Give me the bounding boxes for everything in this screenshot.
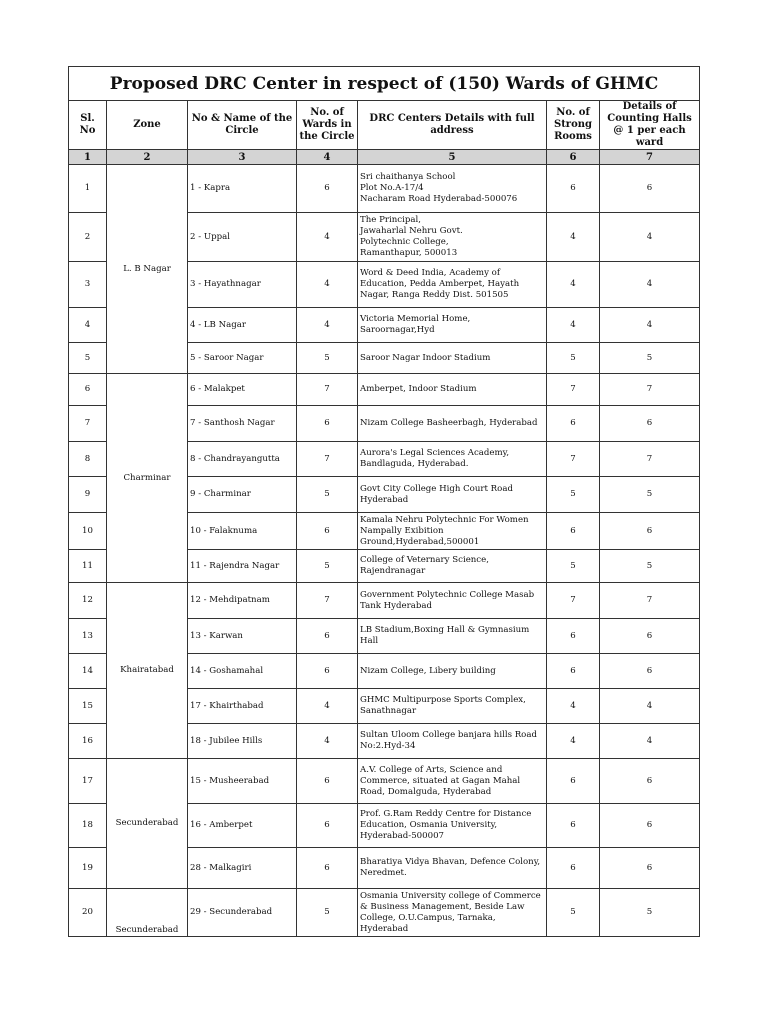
address-line: Commerce, situated at Gagan Mahal bbox=[360, 775, 521, 786]
address-line: Sri chaithanya School bbox=[360, 172, 456, 182]
cell-drc-address bbox=[358, 374, 547, 406]
cell-zone: Secunderabad bbox=[107, 889, 188, 937]
cell-strong-rooms: 6 bbox=[547, 165, 600, 213]
cell-counting-halls: 6 bbox=[600, 619, 700, 654]
cell-wards: 5 bbox=[297, 889, 358, 937]
column-number: 4 bbox=[297, 150, 358, 165]
cell-wards: 4 bbox=[297, 724, 358, 759]
cell-wards: 7 bbox=[297, 442, 358, 477]
address-line: Saroor Nagar Indoor Stadium bbox=[360, 352, 491, 363]
header-circle: No & Name of the Circle bbox=[188, 101, 297, 150]
header-sl-no: Sl. No bbox=[69, 101, 107, 150]
table-row bbox=[69, 374, 700, 406]
header-row bbox=[69, 101, 700, 150]
cell-sl-no: 20 bbox=[69, 889, 107, 937]
cell-circle: 6 - Malakpet bbox=[188, 374, 297, 406]
cell-circle: 29 - Secunderabad bbox=[188, 889, 297, 937]
address-line: Education, Osmania University, bbox=[360, 820, 498, 830]
cell-wards: 6 bbox=[297, 406, 358, 442]
cell-wards: 4 bbox=[297, 262, 358, 308]
cell-sl-no: 11 bbox=[69, 550, 107, 583]
cell-wards: 5 bbox=[297, 477, 358, 513]
cell-zone: Secunderabad bbox=[107, 759, 188, 889]
cell-sl-no: 14 bbox=[69, 654, 107, 689]
address-line: Sanathnagar bbox=[360, 706, 417, 716]
table-row bbox=[69, 889, 700, 937]
cell-strong-rooms: 6 bbox=[547, 406, 600, 442]
cell-sl-no: 15 bbox=[69, 689, 107, 724]
header-zone: Zone bbox=[107, 101, 188, 150]
cell-circle: 11 - Rajendra Nagar bbox=[188, 550, 297, 583]
cell-strong-rooms: 4 bbox=[547, 308, 600, 343]
cell-wards: 6 bbox=[297, 165, 358, 213]
cell-counting-halls: 4 bbox=[600, 689, 700, 724]
cell-sl-no: 7 bbox=[69, 406, 107, 442]
address-line: Government Polytechnic College Masab bbox=[360, 589, 535, 600]
header-counting-halls: Details of Counting Halls @ 1 per each ward bbox=[600, 101, 700, 150]
cell-counting-halls: 6 bbox=[600, 406, 700, 442]
address-line: Hyderabad bbox=[360, 494, 409, 505]
cell-drc-address bbox=[358, 759, 547, 804]
address-line: Rajendranagar bbox=[360, 566, 426, 576]
cell-circle: 3 - Hayathnagar bbox=[188, 262, 297, 308]
cell-sl-no: 10 bbox=[69, 513, 107, 550]
cell-circle: 16 - Amberpet bbox=[188, 804, 297, 848]
address-line: Sultan Uloom College banjara hills Road bbox=[360, 730, 537, 740]
cell-strong-rooms: 5 bbox=[547, 477, 600, 513]
cell-strong-rooms: 6 bbox=[547, 804, 600, 848]
cell-counting-halls: 5 bbox=[600, 550, 700, 583]
column-number: 5 bbox=[358, 150, 547, 165]
cell-drc-address bbox=[358, 689, 547, 724]
table-row bbox=[69, 583, 700, 619]
header-strong-rooms: No. of Strong Rooms bbox=[547, 101, 600, 150]
cell-strong-rooms: 6 bbox=[547, 654, 600, 689]
address-line: Bharatiya Vidya Bhavan, Defence Colony, bbox=[360, 857, 541, 867]
cell-circle: 8 - Chandrayangutta bbox=[188, 442, 297, 477]
address-line: Nizam College, Libery building bbox=[360, 665, 496, 676]
address-line: No:2.Hyd-34 bbox=[360, 741, 416, 751]
cell-counting-halls: 4 bbox=[600, 213, 700, 262]
cell-drc-address bbox=[358, 848, 547, 889]
cell-sl-no: 13 bbox=[69, 619, 107, 654]
cell-wards: 6 bbox=[297, 654, 358, 689]
cell-sl-no: 3 bbox=[69, 262, 107, 308]
cell-wards: 6 bbox=[297, 759, 358, 804]
cell-strong-rooms: 5 bbox=[547, 889, 600, 937]
cell-circle: 9 - Charminar bbox=[188, 477, 297, 513]
cell-drc-address bbox=[358, 165, 547, 213]
cell-sl-no: 16 bbox=[69, 724, 107, 759]
cell-counting-halls: 5 bbox=[600, 477, 700, 513]
cell-sl-no: 5 bbox=[69, 343, 107, 374]
cell-zone: Charminar bbox=[107, 374, 188, 583]
cell-drc-address bbox=[358, 804, 547, 848]
cell-drc-address bbox=[358, 583, 547, 619]
cell-circle: 10 - Falaknuma bbox=[188, 513, 297, 550]
cell-strong-rooms: 4 bbox=[547, 213, 600, 262]
address-line: Jawaharlal Nehru Govt. bbox=[360, 226, 463, 236]
cell-sl-no: 1 bbox=[69, 165, 107, 213]
cell-circle: 14 - Goshamahal bbox=[188, 654, 297, 689]
cell-circle: 12 - Mehdipatnam bbox=[188, 583, 297, 619]
cell-strong-rooms: 6 bbox=[547, 848, 600, 889]
address-line: GHMC Multipurpose Sports Complex, bbox=[360, 695, 526, 705]
cell-drc-address bbox=[358, 477, 547, 513]
cell-wards: 4 bbox=[297, 689, 358, 724]
cell-wards: 6 bbox=[297, 848, 358, 889]
address-line: Hall bbox=[360, 636, 379, 646]
address-line: Prof. G.Ram Reddy Centre for Distance bbox=[360, 809, 532, 819]
column-number-row bbox=[69, 150, 700, 165]
cell-circle: 7 - Santhosh Nagar bbox=[188, 406, 297, 442]
address-line: Osmania University college of Commerce bbox=[360, 890, 541, 901]
cell-strong-rooms: 6 bbox=[547, 619, 600, 654]
cell-drc-address bbox=[358, 343, 547, 374]
cell-strong-rooms: 4 bbox=[547, 724, 600, 759]
cell-strong-rooms: 7 bbox=[547, 374, 600, 406]
address-line: College, O.U.Campus, Tarnaka, bbox=[360, 912, 496, 923]
cell-counting-halls: 5 bbox=[600, 889, 700, 937]
cell-sl-no: 8 bbox=[69, 442, 107, 477]
cell-counting-halls: 4 bbox=[600, 262, 700, 308]
cell-drc-address bbox=[358, 308, 547, 343]
cell-wards: 4 bbox=[297, 308, 358, 343]
address-line: & Business Management, Beside Law bbox=[360, 901, 525, 912]
address-line: LB Stadium,Boxing Hall & Gymnasium bbox=[360, 625, 530, 635]
cell-circle: 18 - Jubilee Hills bbox=[188, 724, 297, 759]
cell-drc-address bbox=[358, 619, 547, 654]
header-wards: No. of Wards in the Circle bbox=[297, 101, 358, 150]
address-line: Saroornagar,Hyd bbox=[360, 325, 435, 335]
cell-sl-no: 4 bbox=[69, 308, 107, 343]
column-number: 6 bbox=[547, 150, 600, 165]
cell-drc-address bbox=[358, 262, 547, 308]
column-number: 1 bbox=[69, 150, 107, 165]
address-line: Word & Deed India, Academy of bbox=[360, 268, 501, 278]
address-line: The Principal, bbox=[360, 215, 421, 225]
address-line: Plot No.A-17/4 bbox=[360, 183, 424, 193]
cell-strong-rooms: 6 bbox=[547, 759, 600, 804]
address-line: Aurora's Legal Sciences Academy, bbox=[360, 448, 510, 458]
cell-sl-no: 2 bbox=[69, 213, 107, 262]
cell-sl-no: 6 bbox=[69, 374, 107, 406]
cell-wards: 6 bbox=[297, 619, 358, 654]
address-line: Govt City College High Court Road bbox=[360, 483, 513, 494]
cell-circle: 13 - Karwan bbox=[188, 619, 297, 654]
cell-strong-rooms: 6 bbox=[547, 513, 600, 550]
header-drc-centers: DRC Centers Details with full address bbox=[358, 101, 547, 150]
cell-wards: 5 bbox=[297, 343, 358, 374]
cell-drc-address bbox=[358, 442, 547, 477]
cell-circle: 28 - Malkagiri bbox=[188, 848, 297, 889]
address-line: Neredmet. bbox=[360, 868, 407, 878]
cell-counting-halls: 6 bbox=[600, 513, 700, 550]
cell-zone: Khairatabad bbox=[107, 583, 188, 759]
address-line: Nagar, Ranga Reddy Dist. 501505 bbox=[360, 290, 509, 300]
cell-strong-rooms: 7 bbox=[547, 442, 600, 477]
cell-sl-no: 19 bbox=[69, 848, 107, 889]
column-number: 3 bbox=[188, 150, 297, 165]
cell-counting-halls: 6 bbox=[600, 165, 700, 213]
cell-wards: 4 bbox=[297, 213, 358, 262]
cell-sl-no: 9 bbox=[69, 477, 107, 513]
cell-drc-address bbox=[358, 406, 547, 442]
table-row bbox=[69, 165, 700, 213]
cell-counting-halls: 4 bbox=[600, 308, 700, 343]
cell-counting-halls: 6 bbox=[600, 759, 700, 804]
address-line: Bandlaguda, Hyderabad. bbox=[360, 459, 469, 469]
cell-counting-halls: 7 bbox=[600, 583, 700, 619]
cell-circle: 5 - Saroor Nagar bbox=[188, 343, 297, 374]
column-number: 2 bbox=[107, 150, 188, 165]
cell-strong-rooms: 7 bbox=[547, 583, 600, 619]
cell-drc-address bbox=[358, 654, 547, 689]
cell-drc-address bbox=[358, 513, 547, 550]
cell-circle: 2 - Uppal bbox=[188, 213, 297, 262]
cell-wards: 6 bbox=[297, 513, 358, 550]
address-line: Ramanthapur, 500013 bbox=[360, 248, 458, 258]
address-line: College of Veternary Science, bbox=[360, 555, 489, 565]
cell-strong-rooms: 5 bbox=[547, 343, 600, 374]
cell-drc-address bbox=[358, 889, 547, 937]
cell-counting-halls: 7 bbox=[600, 374, 700, 406]
cell-circle: 15 - Musheerabad bbox=[188, 759, 297, 804]
cell-wards: 6 bbox=[297, 804, 358, 848]
address-line: Kamala Nehru Polytechnic For Women bbox=[360, 514, 529, 525]
address-line: Education, Pedda Amberpet, Hayath bbox=[360, 279, 520, 289]
cell-counting-halls: 7 bbox=[600, 442, 700, 477]
page-title: Proposed DRC Center in respect of (150) Wards of GHMC bbox=[69, 67, 700, 101]
cell-sl-no: 12 bbox=[69, 583, 107, 619]
address-line: Tank Hyderabad bbox=[360, 600, 432, 611]
cell-strong-rooms: 4 bbox=[547, 689, 600, 724]
cell-counting-halls: 6 bbox=[600, 848, 700, 889]
address-line: Victoria Memorial Home, bbox=[360, 314, 471, 324]
address-line: Nampally Exibition bbox=[360, 525, 444, 536]
cell-sl-no: 18 bbox=[69, 804, 107, 848]
drc-table-sheet bbox=[68, 66, 699, 937]
cell-strong-rooms: 5 bbox=[547, 550, 600, 583]
column-number: 7 bbox=[600, 150, 700, 165]
cell-wards: 5 bbox=[297, 550, 358, 583]
cell-wards: 7 bbox=[297, 583, 358, 619]
table-body bbox=[69, 165, 700, 937]
cell-drc-address bbox=[358, 550, 547, 583]
address-line: Hyderabad bbox=[360, 923, 409, 934]
cell-circle: 17 - Khairthabad bbox=[188, 689, 297, 724]
cell-circle: 1 - Kapra bbox=[188, 165, 297, 213]
drc-centers-table bbox=[68, 66, 700, 937]
table-row bbox=[69, 759, 700, 804]
address-line: Nacharam Road Hyderabad-500076 bbox=[360, 194, 518, 204]
cell-counting-halls: 6 bbox=[600, 804, 700, 848]
cell-strong-rooms: 4 bbox=[547, 262, 600, 308]
cell-drc-address bbox=[358, 724, 547, 759]
cell-circle: 4 - LB Nagar bbox=[188, 308, 297, 343]
cell-zone: L. B Nagar bbox=[107, 165, 188, 374]
cell-counting-halls: 6 bbox=[600, 654, 700, 689]
address-line: Nizam College Basheerbagh, Hyderabad bbox=[360, 418, 538, 428]
cell-drc-address bbox=[358, 213, 547, 262]
address-line: Polytechnic College, bbox=[360, 237, 449, 247]
cell-counting-halls: 5 bbox=[600, 343, 700, 374]
address-line: A.V. College of Arts, Science and bbox=[360, 764, 503, 775]
cell-counting-halls: 4 bbox=[600, 724, 700, 759]
address-line: Amberpet, Indoor Stadium bbox=[360, 384, 477, 394]
address-line: Hyderabad-500007 bbox=[360, 831, 445, 841]
cell-wards: 7 bbox=[297, 374, 358, 406]
cell-sl-no: 17 bbox=[69, 759, 107, 804]
address-line: Ground,Hyderabad,500001 bbox=[360, 536, 480, 547]
address-line: Road, Domalguda, Hyderabad bbox=[360, 786, 492, 797]
